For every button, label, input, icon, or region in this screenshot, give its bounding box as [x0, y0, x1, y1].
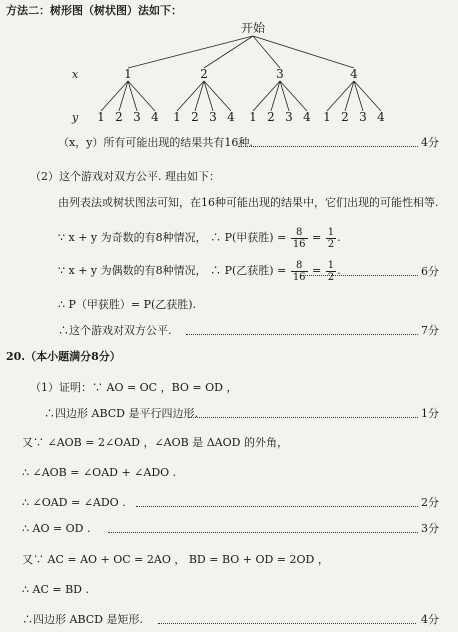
tree-root-label: 开始: [240, 21, 266, 35]
tree-edge: [204, 81, 231, 111]
even-result: [326, 260, 336, 283]
part2-reason: 由列表法或树状图法可知，在16种可能出现的结果中，它们出现的可能性相等.: [58, 196, 439, 209]
leader-dots: [186, 334, 418, 335]
tree-x-label: x: [72, 68, 79, 81]
leader-dots: [300, 275, 418, 276]
even-case-line: [58, 259, 341, 283]
tree-edge: [253, 36, 354, 68]
tree-edge: [101, 81, 128, 111]
tree-node-x-2: 2: [200, 67, 208, 81]
tree-y-label: y: [72, 111, 79, 124]
tree-node-y-1: 1: [173, 110, 181, 124]
tree-node-y-2: 2: [267, 110, 275, 124]
parallelogram-score: 1分: [421, 407, 439, 420]
all-outcomes-score: 4分: [421, 136, 439, 149]
tree-diagram: [0, 14, 458, 124]
odd-result-den: 2: [327, 238, 335, 250]
tree-edge: [354, 81, 381, 111]
leader-dots: [108, 532, 418, 533]
tree-node-y-3: 3: [133, 110, 141, 124]
leader-dots: [158, 623, 416, 624]
even-period: .: [337, 264, 341, 277]
tree-node-y-2: 2: [341, 110, 349, 124]
tree-edge: [253, 36, 280, 68]
q20-heading: 20.（本小题满分8分）: [6, 350, 121, 363]
leader-dots: [188, 417, 418, 418]
odd-equals: =: [312, 231, 322, 244]
even-equals: =: [312, 264, 322, 277]
angle-sum-line: ∴ ∠AOB = ∠OAD + ∠ADO .: [22, 466, 177, 479]
even-case-score: 6分: [421, 265, 439, 278]
even-fraction-den: 16: [292, 271, 306, 283]
tree-node-y-1: 1: [323, 110, 331, 124]
tree-node-y-4: 4: [227, 110, 235, 124]
tree-node-y-1: 1: [97, 110, 105, 124]
tree-edge: [327, 81, 354, 111]
ao-od-line: ∴ AO = OD .: [22, 522, 91, 535]
given-angle-line: 又∵ ∠AOB = 2∠OAD ，∠AOB 是 ΔAOD 的外角，: [22, 436, 288, 449]
even-result-num: 1: [327, 259, 335, 271]
even-case-text: ∵ x + y 为偶数的有8种情况， ∴ P(乙获胜) =: [58, 264, 287, 277]
equal-probability-line: ∴ P（甲获胜）= P(乙获胜).: [58, 298, 197, 311]
method-header: 方法二：树形图（树状图）法如下：: [6, 4, 182, 17]
tree-edge: [128, 81, 155, 111]
tree-edge: [177, 81, 204, 111]
fairness-conclusion: ∴这个游戏对双方公平.: [58, 324, 172, 337]
leader-dots: [238, 146, 418, 147]
tree-node-y-3: 3: [285, 110, 293, 124]
tree-node-y-3: 3: [359, 110, 367, 124]
tree-edge: [204, 36, 253, 68]
angle-equal-line: ∴ ∠OAD = ∠ADO .: [22, 496, 126, 509]
odd-fraction-den: 16: [292, 238, 306, 250]
tree-node-y-4: 4: [151, 110, 159, 124]
rectangle-score: 4分: [421, 613, 439, 626]
odd-result: [326, 227, 336, 250]
tree-node-y-3: 3: [209, 110, 217, 124]
angle-equal-score: 2分: [421, 496, 439, 509]
even-fraction: [291, 260, 308, 283]
even-fraction-num: 8: [291, 260, 308, 272]
ao-od-score: 3分: [421, 522, 439, 535]
tree-node-y-2: 2: [115, 110, 123, 124]
tree-node-x-1: 1: [124, 67, 132, 81]
rectangle-line: ∴四边形 ABCD 是矩形.: [22, 613, 143, 626]
odd-period: .: [337, 231, 341, 244]
tree-node-x-4: 4: [350, 67, 358, 81]
tree-edge: [128, 36, 253, 68]
odd-result-num: 1: [327, 226, 335, 238]
proof-intro: （1）证明：∵ AO = OC ，BO = OD ，: [30, 381, 238, 394]
leader-dots: [136, 506, 418, 507]
tree-edge: [253, 81, 280, 111]
parallelogram-line: ∴四边形 ABCD 是平行四边形.: [44, 407, 198, 420]
tree-node-y-1: 1: [249, 110, 257, 124]
odd-case-text: ∵ x + y 为奇数的有8种情况， ∴ P(甲获胜) =: [58, 231, 287, 244]
tree-node-x-3: 3: [276, 67, 284, 81]
even-result-den: 2: [327, 271, 335, 283]
tree-node-y-4: 4: [377, 110, 385, 124]
part2-heading: （2）这个游戏对双方公平. 理由如下：: [30, 170, 220, 183]
odd-case-line: [58, 226, 341, 250]
ac-bd-given-line: 又∵ AC = AO + OC = 2AO ， BD = BO + OD = 2OD ，: [22, 553, 329, 566]
tree-node-y-4: 4: [303, 110, 311, 124]
tree-node-y-2: 2: [191, 110, 199, 124]
tree-edge: [280, 81, 307, 111]
odd-fraction-num: 8: [291, 227, 308, 239]
conclusion-score: 7分: [421, 324, 439, 337]
ac-bd-line: ∴ AC = BD .: [22, 583, 89, 596]
odd-fraction: [291, 227, 308, 250]
all-outcomes-text: （x，y）所有可能出现的结果共有16种.: [58, 136, 253, 149]
